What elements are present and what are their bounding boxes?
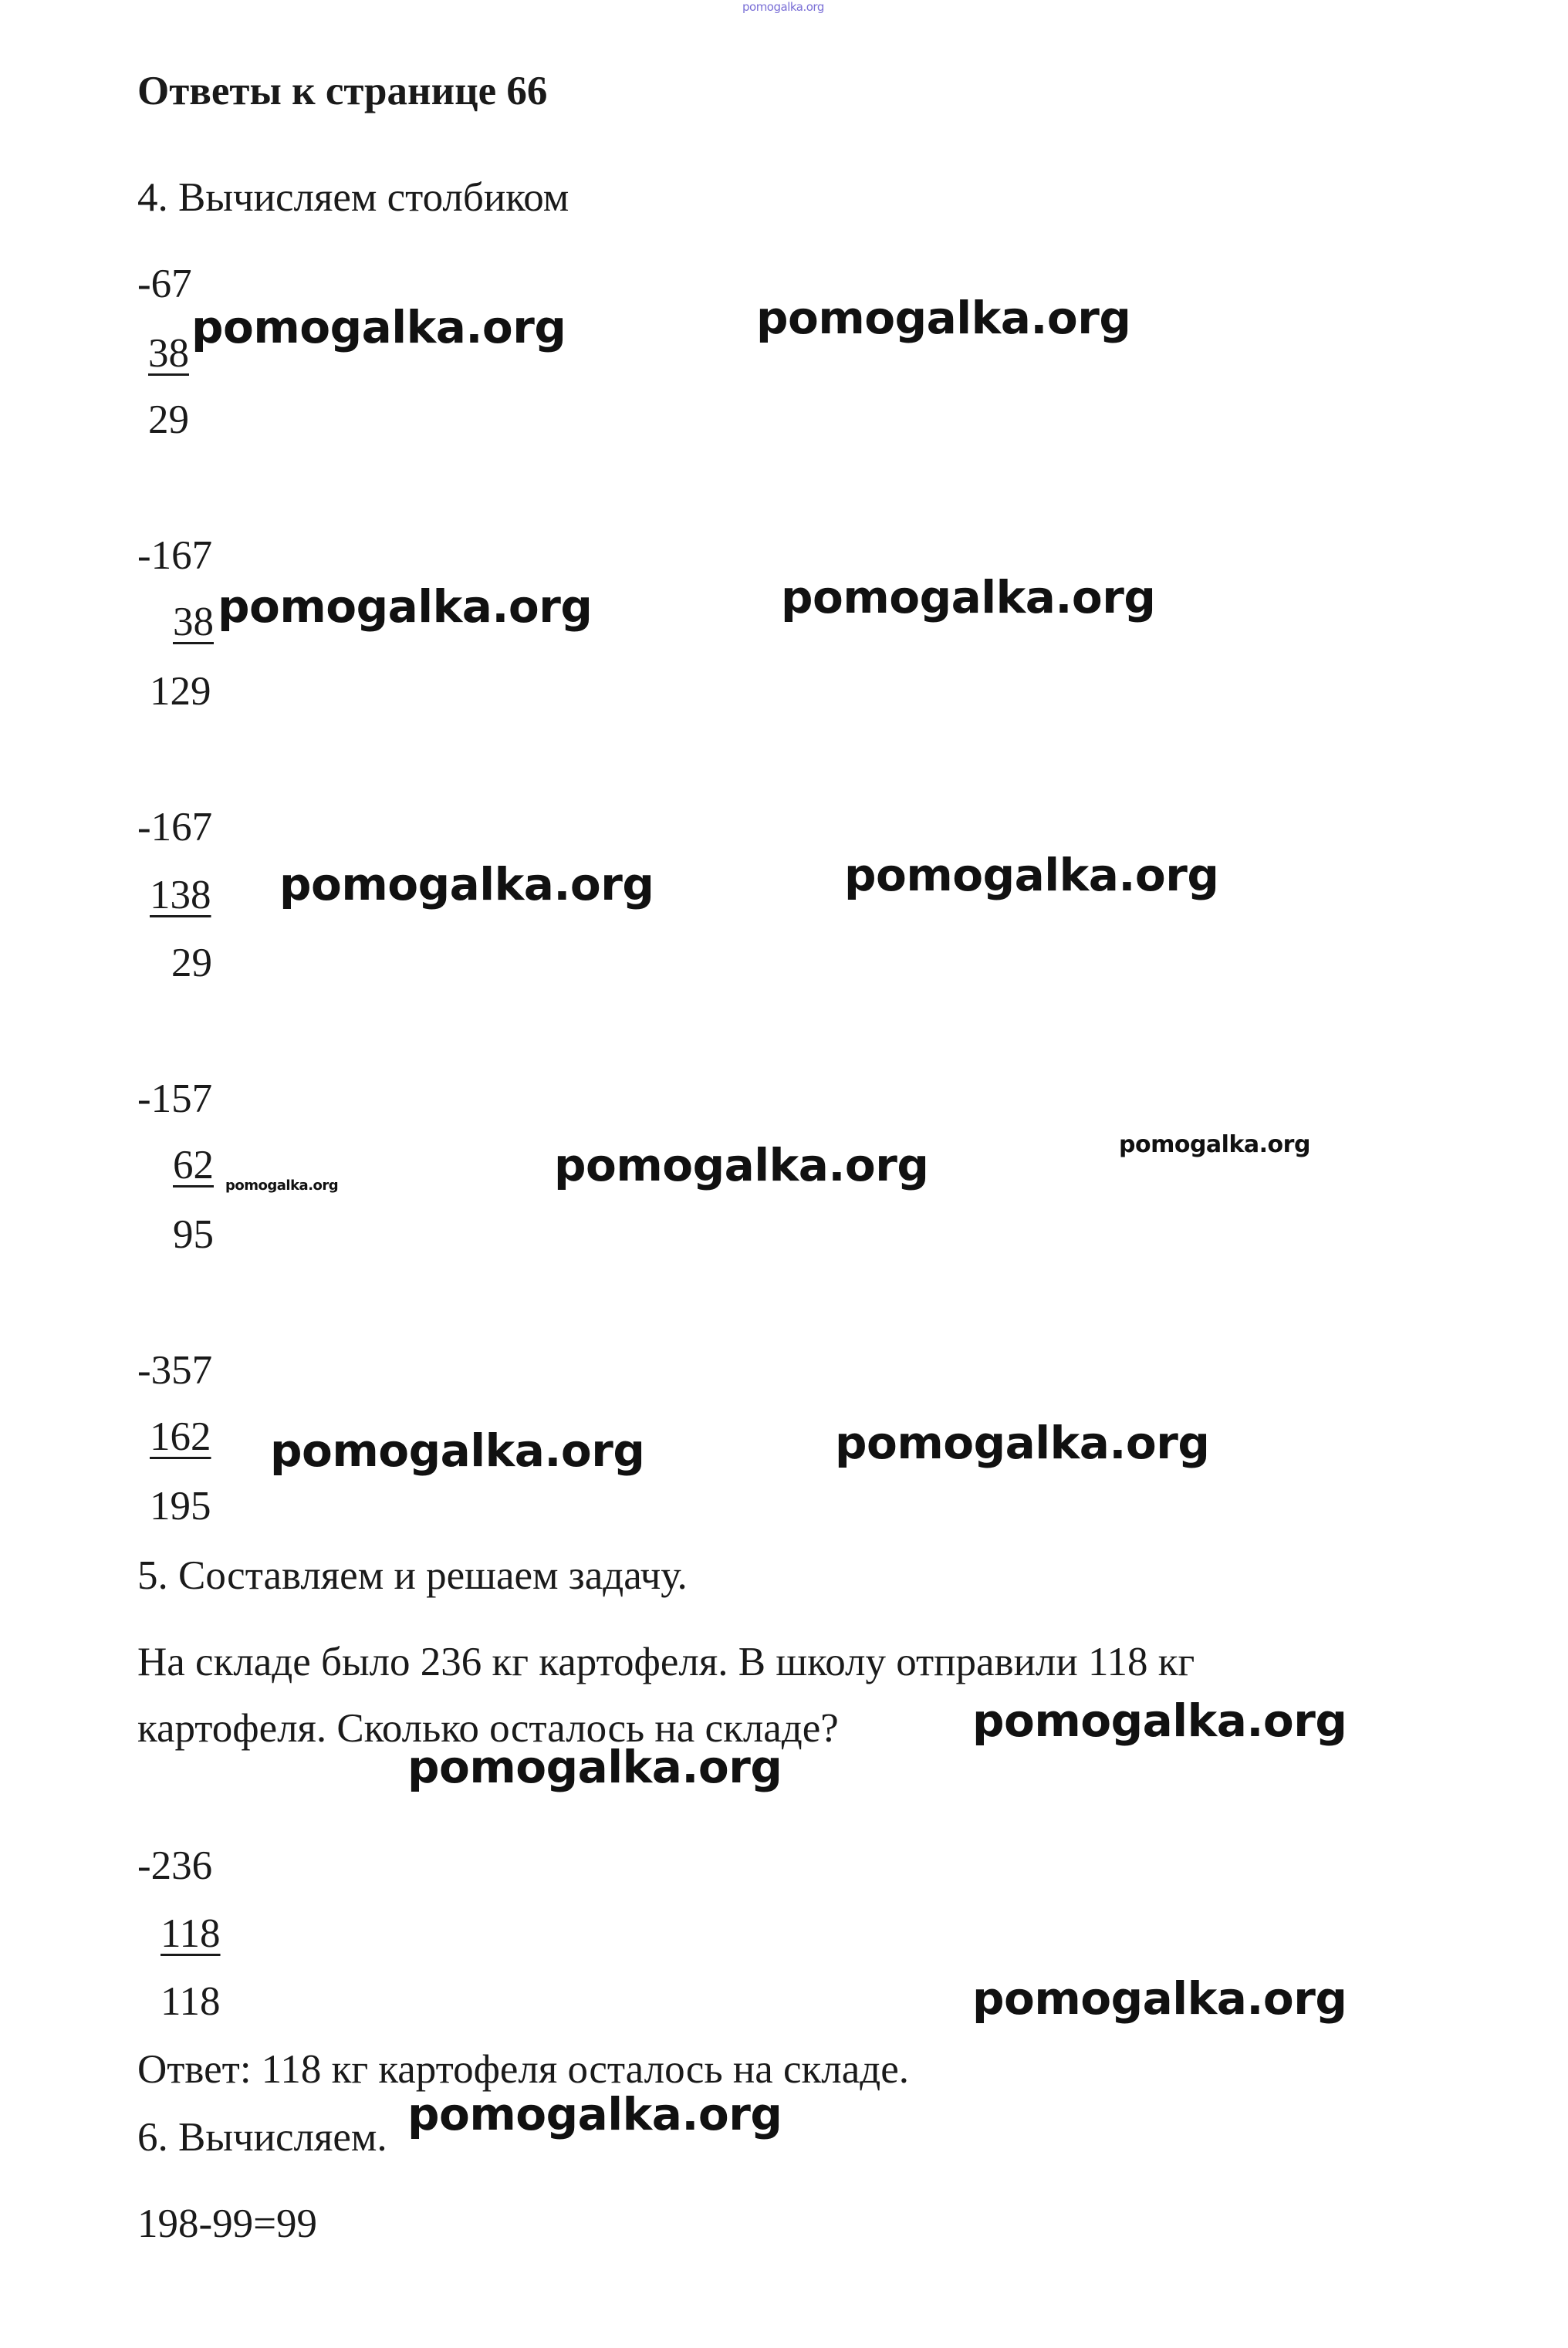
- watermark: pomogalka.org: [1119, 1131, 1310, 1158]
- column2-result: 129: [150, 669, 211, 714]
- page-title: Ответы к странице 66: [137, 69, 548, 113]
- watermark: pomogalka.org: [972, 1694, 1347, 1747]
- column2-minuend: -167: [137, 533, 213, 578]
- column2-subtrahend: 38: [173, 600, 214, 644]
- task6-expression: 198-99=99: [137, 2201, 318, 2246]
- watermark: pomogalka.org: [279, 858, 654, 910]
- column1-result: 29: [148, 397, 189, 442]
- task5-answer: Ответ: 118 кг картофеля осталось на складе.: [137, 2047, 909, 2092]
- watermark: pomogalka.org: [407, 1741, 782, 1793]
- column5-minuend: -357: [137, 1348, 213, 1393]
- watermark: pomogalka.org: [270, 1424, 645, 1477]
- column4-subtrahend: 62: [173, 1143, 214, 1188]
- column1-minuend: -67: [137, 262, 192, 306]
- watermark: pomogalka.org: [756, 292, 1131, 344]
- task5-problem-line2: картофеля. Сколько осталось на складе?: [137, 1706, 839, 1751]
- column3-result: 29: [171, 941, 212, 985]
- watermark: pomogalka.org: [972, 1972, 1347, 2025]
- watermark: pomogalka.org: [225, 1177, 339, 1194]
- column3-minuend: -167: [137, 805, 213, 850]
- task5-subtrahend: 118: [161, 1911, 221, 1956]
- column3-subtrahend: 138: [150, 873, 211, 917]
- task6-title: 6. Вычисляем.: [137, 2115, 387, 2160]
- watermark: pomogalka.org: [218, 580, 593, 633]
- column5-result: 195: [150, 1484, 211, 1529]
- watermark: pomogalka.org: [781, 571, 1156, 623]
- watermark: pomogalka.org: [844, 849, 1219, 901]
- header-watermark: pomogalka.org: [742, 0, 824, 14]
- watermark: pomogalka.org: [191, 301, 566, 353]
- task5-result: 118: [161, 1979, 221, 2024]
- watermark: pomogalka.org: [835, 1417, 1210, 1469]
- column4-minuend: -157: [137, 1076, 213, 1121]
- column5-subtrahend: 162: [150, 1414, 211, 1459]
- watermark: pomogalka.org: [407, 2088, 782, 2140]
- task5-minuend: -236: [137, 1843, 213, 1888]
- task4-title: 4. Вычисляем столбиком: [137, 175, 569, 220]
- task5-problem-line1: На складе было 236 кг картофеля. В школу отправили 118 кг: [137, 1640, 1195, 1684]
- column1-subtrahend: 38: [148, 331, 189, 376]
- watermark: pomogalka.org: [554, 1139, 929, 1191]
- column4-result: 95: [173, 1212, 214, 1257]
- task5-title: 5. Составляем и решаем задачу.: [137, 1553, 688, 1598]
